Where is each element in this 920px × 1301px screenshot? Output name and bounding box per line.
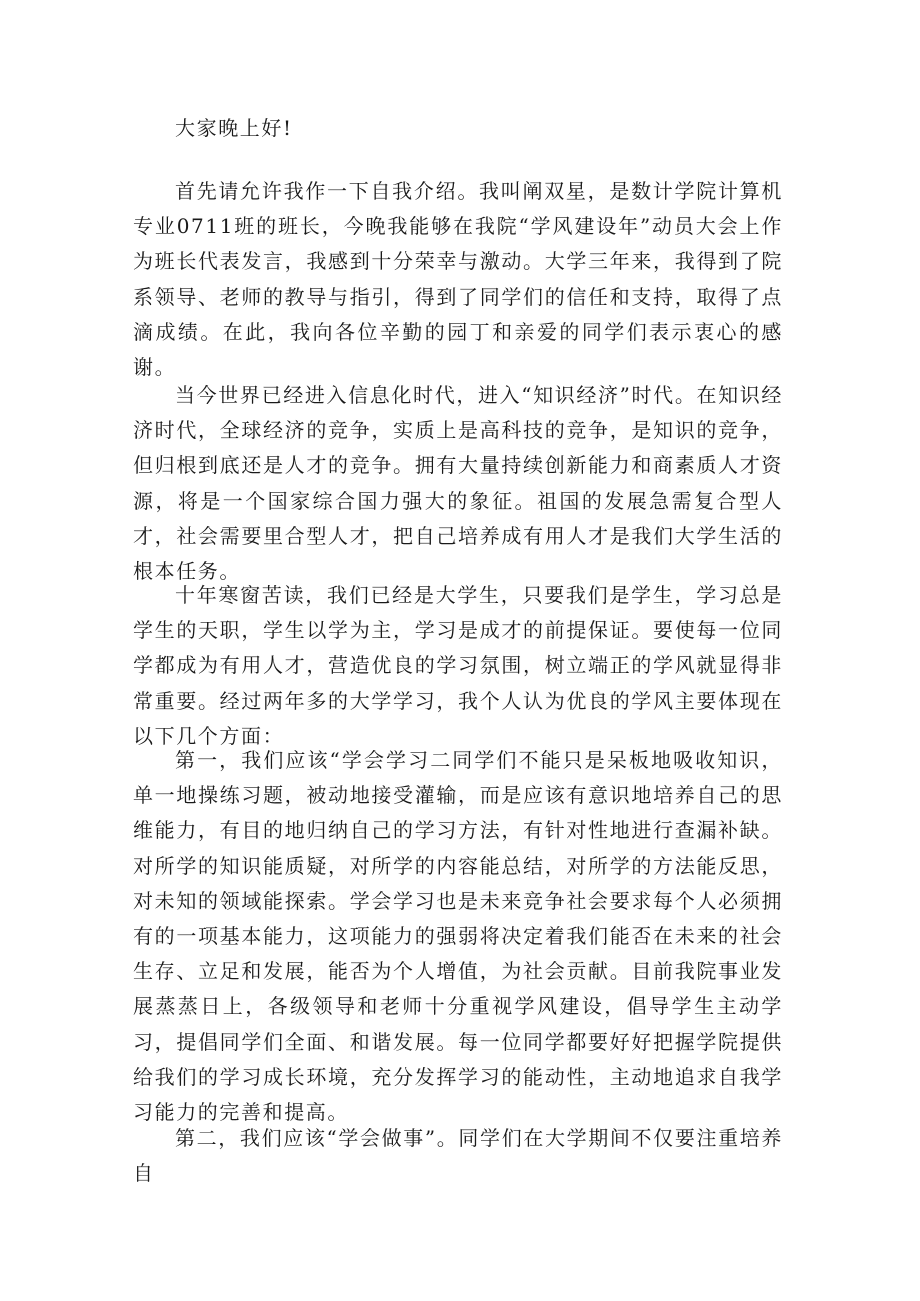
paragraph-introduction: 首先请允许我作一下自我介绍。我叫阐双星，是数计学院计算机专业0711班的班长，今晚我能够在我院“学风建设年”动员大会上作为班长代表发言，我感到十分荣幸与激动。大学三年来，我得到了院系领导、老师的教导与指引，得到了同学们的信任和支持，取得了点滴成绩。在此，我向各位辛勤的园丁和亲爱的同学们表示衷心的感谢。 [133, 179, 783, 380]
paragraph-study-ethos: 十年寒窗苦读，我们已经是大学生，只要我们是学生，学习总是学生的天职，学生以学为主，学习是成才的前提保证。要使每一位同学都成为有用人才，营造优良的学习氛围，树立端正的学风就显得非常重要。经过两年多的大学学习，我个人认为优良的学风主要体现在以下几个方面： [133, 583, 783, 748]
paragraph-greeting: 大家晚上好! [175, 116, 293, 140]
paragraph-knowledge-economy: 当今世界已经进入信息化时代，进入“知识经济”时代。在知识经济时代，全球经济的竞争，实质上是高科技的竞争，是知识的竞争，但归根到底还是人才的竞争。拥有大量持续创新能力和商素质人才资源，将是一个国家综合国力强大的象征。祖国的发展急需复合型人才，社会需要里合型人才，把自己培养成有用人才是我们大学生活的根本任务。 [133, 383, 783, 584]
paragraph-point-one: 第一，我们应该“学会学习二同学们不能只是呆板地吸收知识，单一地操练习题，被动地接受灌输，而是应该有意识地培养自己的思维能力，有目的地归纳自己的学习方法，有针对性地进行查漏补缺。对所学的知识能质疑，对所学的内容能总结，对所学的方法能反思，对未知的领域能探索。学会学习也是未来竞争社会要求每个人必须拥有的一项基本能力，这项能力的强弱将决定着我们能否在未来的社会生存、立足和发展，能否为个人增值，为社会贡献。目前我院事业发展蒸蒸日上，各级领导和老师十分重视学风建设，倡导学生主动学习，提倡同学们全面、和谐发展。每一位同学都要好好把握学院提供给我们的学习成长环境，充分发挥学习的能动性，主动地追求自我学习能力的完善和提高。 [133, 748, 783, 1125]
paragraph-point-two: 第二，我们应该“学会做事”。同学们在大学期间不仅要注重培养自 [133, 1126, 783, 1186]
